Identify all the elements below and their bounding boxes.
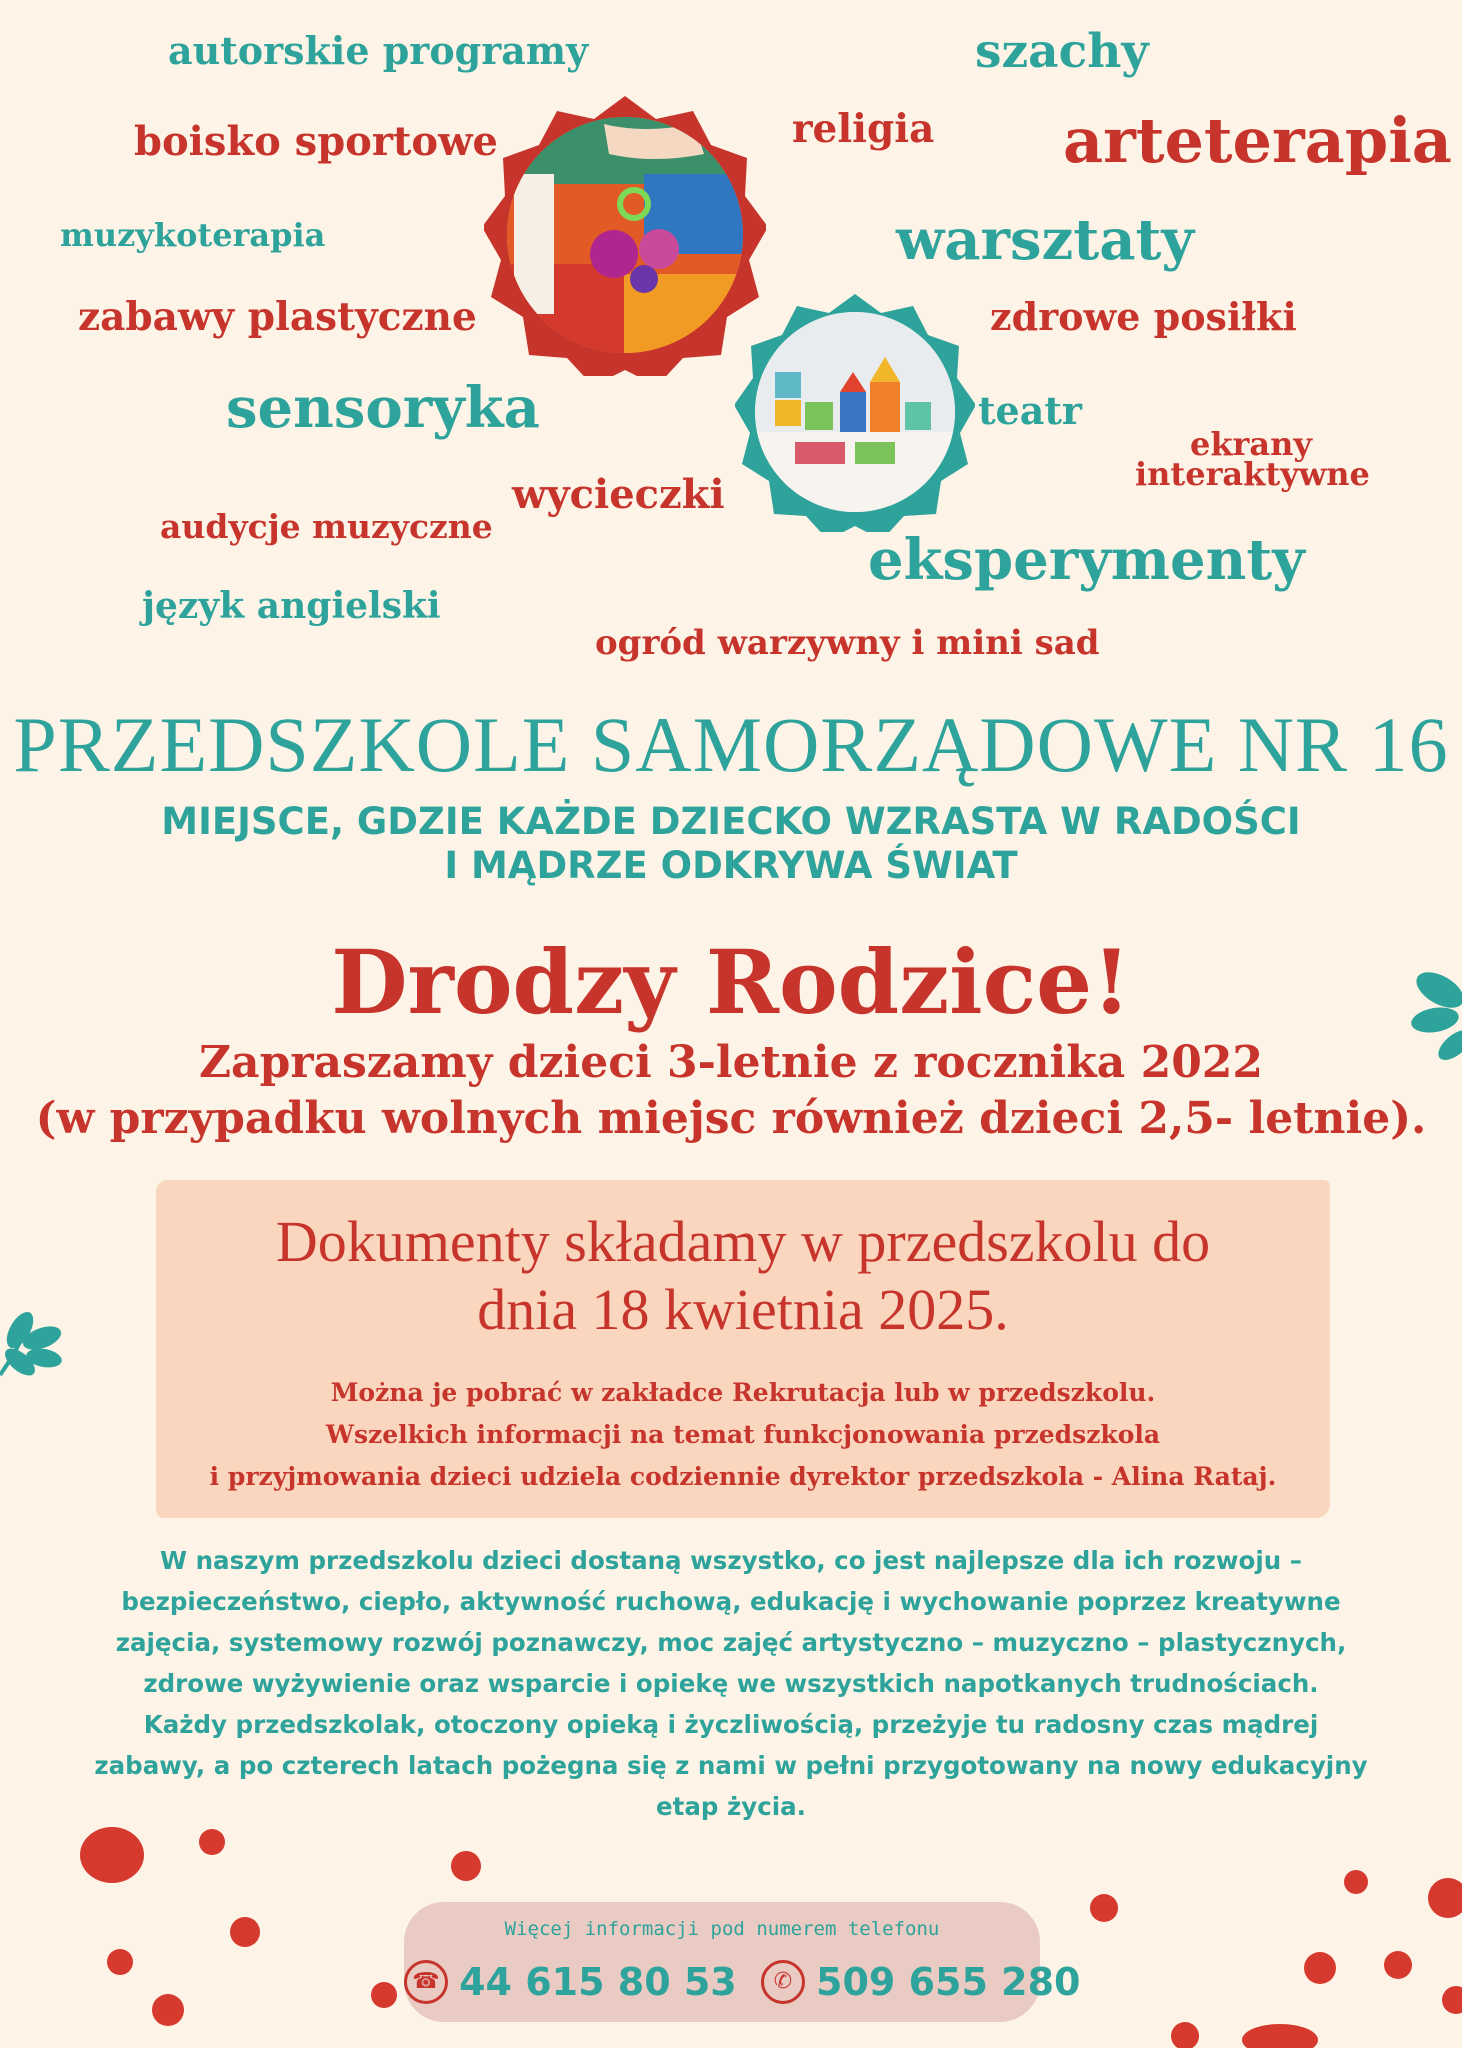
documents-title-line: Dokumenty składamy w przedszkolu do xyxy=(275,1209,1211,1274)
dot xyxy=(451,1851,481,1881)
tag-wycieczki: wycieczki xyxy=(512,471,725,518)
tag-warsztaty: warsztaty xyxy=(896,207,1194,273)
documents-title-line: dnia 18 kwietnia 2025. xyxy=(477,1277,1009,1342)
tag-szachy: szachy xyxy=(975,24,1149,79)
description-line: W naszym przedszkolu dzieci dostaną wszystko, co jest najlepsze dla ich rozwoju – xyxy=(160,1546,1302,1575)
dot xyxy=(1090,1894,1118,1922)
dot xyxy=(80,1827,144,1883)
dot xyxy=(152,1994,184,2026)
documents-info xyxy=(156,1372,1330,1498)
dot xyxy=(1384,1951,1412,1979)
dot xyxy=(371,1982,397,2008)
tag-sensoryka: sensoryka xyxy=(226,375,540,441)
tag-boisko-sportowe: boisko sportowe xyxy=(134,118,498,165)
dot xyxy=(107,1949,133,1975)
motto-line: I MĄDRZE ODKRYWA ŚWIAT xyxy=(444,844,1018,887)
tag-religia: religia xyxy=(792,106,935,152)
dot xyxy=(1171,2022,1199,2048)
tag-audycje-muzyczne: audycje muzyczne xyxy=(160,507,493,546)
tag-ogrod-warzywny: ogród warzywny i mini sad xyxy=(595,623,1100,663)
phone-handset-icon: ✆ xyxy=(761,1960,805,2004)
dot xyxy=(1428,1878,1462,1918)
leaf-left xyxy=(0,1308,64,1381)
documents-info-line: Można je pobrać w zakładce Rekrutacja lub w przedszkolu. xyxy=(330,1378,1156,1407)
tag-arteterapia: arteterapia xyxy=(1063,104,1452,177)
tag-ekrany: ekrany xyxy=(1190,425,1312,463)
greeting-heading: Drodzy Rodzice! xyxy=(331,930,1131,1034)
description-line: etap życia. xyxy=(656,1792,806,1821)
school-name: PRZEDSZKOLE SAMORZĄDOWE NR 16 xyxy=(13,701,1449,788)
documents-deadline xyxy=(156,1208,1330,1344)
tag-zabawy-plastyczne: zabawy plastyczne xyxy=(78,294,477,340)
dot xyxy=(1242,2024,1318,2048)
contact-label: Więcej informacji pod numerem telefonu xyxy=(504,1918,940,1940)
description xyxy=(0,1540,1462,1827)
contact-box xyxy=(404,1902,1081,2022)
documents-box xyxy=(156,1180,1330,1518)
tag-muzykoterapia: muzykoterapia xyxy=(60,216,326,254)
tag-interaktywne: interaktywne xyxy=(1135,455,1370,493)
phone-number-mobile[interactable]: 509 655 280 xyxy=(816,1960,1081,2004)
tag-eksperymenty: eksperymenty xyxy=(868,527,1305,593)
description-line: zdrowe wyżywienie oraz wsparcie i opiekę we wszystkich napotkanych trudnościach. xyxy=(143,1669,1319,1698)
description-line: bezpieczeństwo, ciepło, aktywność ruchową, edukację i wychowanie poprzez kreatywne xyxy=(121,1587,1341,1616)
description-line: zabawy, a po czterech latach pożegna się z nami w pełni przygotowany na nowy edukacyjny xyxy=(94,1751,1368,1780)
documents-info-line: Wszelkich informacji na temat funkcjonowania przedszkola xyxy=(325,1420,1161,1449)
dot xyxy=(1344,1870,1368,1894)
invitation xyxy=(0,1035,1462,1147)
motto xyxy=(0,800,1462,888)
phone-number-landline[interactable]: 44 615 80 53 xyxy=(459,1960,737,2004)
sensory-play-photo xyxy=(484,94,766,376)
documents-info-line: i przyjmowania dzieci udziela codziennie dyrektor przedszkola - Alina Rataj. xyxy=(209,1462,1277,1491)
motto-line: MIEJSCE, GDZIE KAŻDE DZIECKO WZRASTA W RADOŚCI xyxy=(161,800,1301,843)
tag-zdrowe-posilki: zdrowe posiłki xyxy=(990,294,1297,339)
tag-autorskie-programy: autorskie programy xyxy=(168,28,589,73)
invitation-line: Zapraszamy dzieci 3-letnie z rocznika 2022 xyxy=(198,1037,1264,1088)
wooden-blocks-photo xyxy=(735,292,975,532)
dot xyxy=(1304,1952,1336,1984)
invitation-line: (w przypadku wolnych miejsc również dzieci 2,5- letnie). xyxy=(35,1093,1427,1144)
dot xyxy=(1442,1986,1462,2014)
phone-row xyxy=(404,1960,1081,2004)
tag-teatr: teatr xyxy=(978,388,1082,433)
telephone-icon: ☎ xyxy=(404,1960,448,2004)
tag-jezyk-angielski: język angielski xyxy=(142,585,441,627)
description-line: Każdy przedszkolak, otoczony opieką i życzliwością, przeżyje tu radosny czas mądrej xyxy=(143,1710,1319,1739)
dot xyxy=(199,1829,225,1855)
description-line: zajęcia, systemowy rozwój poznawczy, moc zajęć artystyczno – muzyczno – plastycznych, xyxy=(115,1628,1347,1657)
dot xyxy=(230,1917,260,1947)
